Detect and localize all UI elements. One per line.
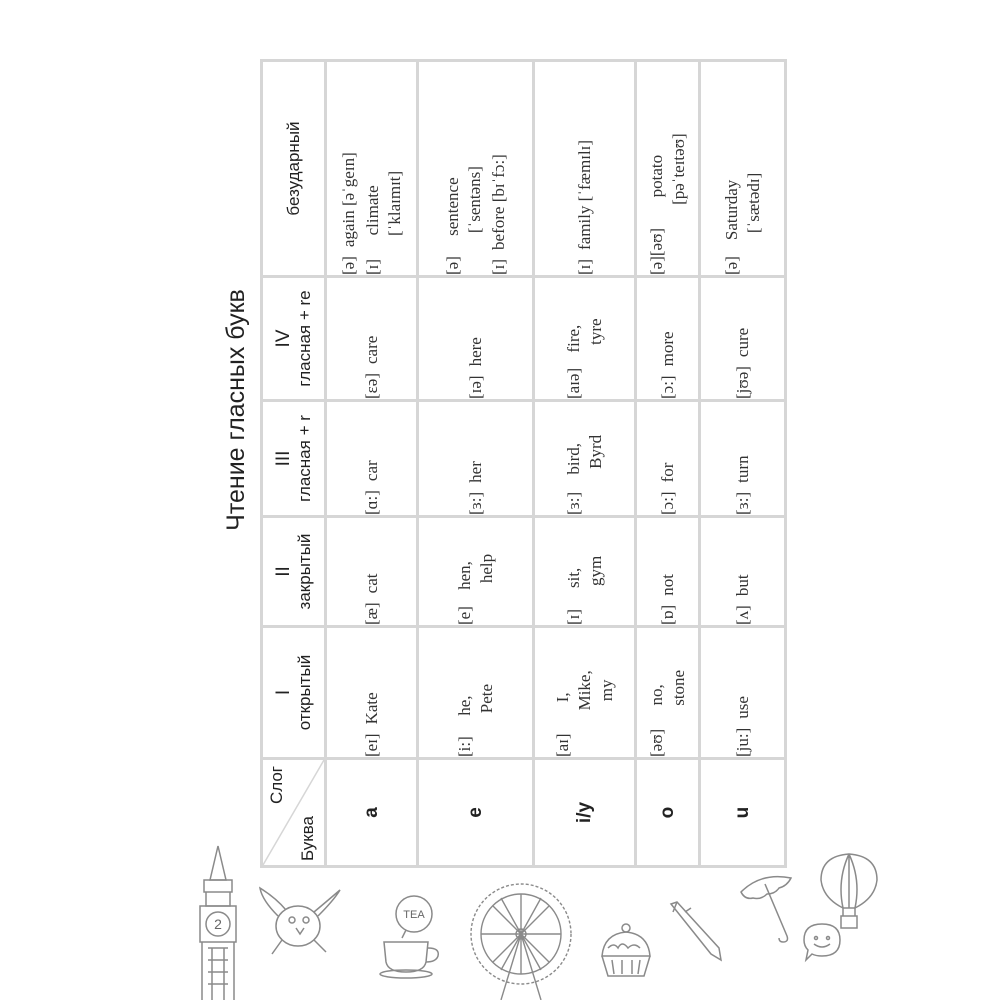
col-header-closed — [262, 517, 326, 627]
cupcake-icon — [594, 918, 658, 982]
ipa-symbol: [i:] — [454, 736, 474, 757]
sound-line — [657, 402, 679, 515]
example-word: before [bɪˈfɔ:] — [488, 154, 508, 250]
example-word: for — [657, 462, 677, 483]
example-word: care — [361, 335, 381, 364]
ipa-symbol: [ə] — [442, 256, 462, 275]
sound-line — [646, 62, 690, 275]
ipa-symbol: [ɔ:] — [657, 491, 677, 515]
table-cell — [534, 627, 636, 759]
ipa-symbol: [ɪ] — [563, 608, 583, 625]
table-cell — [700, 277, 786, 401]
sound-line — [732, 518, 754, 625]
col-header-unstressed — [262, 61, 326, 277]
example-word: bird, — [563, 443, 583, 475]
table-cell — [636, 627, 700, 759]
sound-line — [732, 628, 754, 757]
bird-icon — [252, 880, 348, 960]
example-word: not — [657, 574, 677, 596]
col-header-open — [262, 627, 326, 759]
example-word: cat — [361, 573, 381, 594]
clock-face-label: 2 — [214, 916, 222, 932]
ipa-symbol: [əʊ] — [646, 728, 666, 757]
col-header-num: I — [272, 689, 294, 696]
col-header-label: гласная + re — [294, 290, 314, 387]
ipa-symbol: [aɪə] — [563, 367, 583, 399]
example-word: her — [465, 461, 485, 483]
sound-line — [574, 62, 596, 275]
example-word: fire, — [563, 324, 583, 353]
ipa-symbol: [ʌ] — [732, 605, 752, 625]
col-header-num: III — [272, 450, 294, 467]
col-header-label: закрытый — [294, 533, 314, 610]
table-cell — [534, 401, 636, 517]
ipa-symbol: [ɜ:] — [732, 491, 752, 515]
table-cell — [534, 277, 636, 401]
ipa-symbol: [ə] — [721, 256, 741, 275]
col-header-vowel-re — [262, 277, 326, 401]
example-word: [ˈsentəns] — [464, 166, 484, 234]
sound-line — [361, 518, 383, 625]
example-word: again [əˈgeɪn] — [338, 152, 358, 248]
ipa-symbol: [ɪ] — [574, 258, 594, 275]
example-word: more — [657, 331, 677, 367]
pen-icon — [665, 898, 725, 964]
col-header-label: открытый — [294, 654, 314, 731]
table-cell — [326, 517, 418, 627]
ipa-symbol: [ɜ:] — [465, 491, 485, 515]
table-cell — [534, 61, 636, 277]
table-cell — [636, 61, 700, 277]
sound-line — [563, 402, 607, 515]
col-header-num: II — [272, 566, 294, 577]
sound-line — [732, 278, 754, 399]
table-cell — [326, 627, 418, 759]
col-header-label: безударный — [284, 121, 303, 216]
table-row — [418, 61, 534, 867]
table-cell — [700, 61, 786, 277]
table-cell — [700, 517, 786, 627]
ipa-symbol: [aɪ] — [552, 733, 572, 757]
row-letter: u — [700, 759, 786, 867]
vowel-reading-table — [260, 59, 787, 868]
sound-line — [465, 278, 487, 399]
sound-line — [442, 62, 486, 275]
table-row — [534, 61, 636, 867]
example-word: Pete — [476, 683, 496, 714]
example-word: no, — [646, 684, 666, 706]
sound-line — [454, 628, 498, 757]
example-word: hen, — [454, 561, 474, 590]
table-row — [326, 61, 418, 867]
ipa-symbol: [ɪə] — [465, 375, 485, 399]
example-word: use — [732, 696, 752, 719]
sound-line — [646, 628, 690, 757]
sound-line — [721, 62, 765, 275]
table-row — [636, 61, 700, 867]
table-cell — [636, 401, 700, 517]
sound-line — [563, 278, 607, 399]
table-cell — [418, 61, 534, 277]
table-corner — [262, 759, 326, 867]
sound-line — [361, 402, 383, 515]
example-word: tyre — [585, 318, 605, 345]
example-word: cure — [732, 327, 752, 358]
corner-syllable-label: Слог — [267, 766, 286, 805]
ipa-symbol: [ɒ] — [657, 604, 677, 625]
row-letter: o — [636, 759, 700, 867]
table-cell — [418, 517, 534, 627]
table-cell — [700, 401, 786, 517]
sound-line — [552, 628, 618, 757]
ipa-symbol: [eɪ] — [361, 733, 381, 757]
table-row — [700, 61, 786, 867]
sound-line — [657, 278, 679, 399]
table-cell — [636, 277, 700, 401]
example-word: stone — [668, 669, 688, 706]
ipa-symbol: [ə] — [338, 256, 358, 275]
sound-line — [563, 518, 607, 625]
ipa-symbol: [æ] — [361, 602, 381, 625]
example-word: turn — [732, 455, 752, 483]
example-word: help — [476, 553, 496, 584]
table-cell — [326, 401, 418, 517]
sound-line — [362, 62, 406, 275]
example-word: [ˈsætədɪ] — [743, 172, 763, 234]
sound-line — [732, 402, 754, 515]
example-word: climate — [362, 185, 382, 236]
example-word: Kate — [361, 692, 381, 725]
example-word: Saturday — [721, 179, 741, 241]
table-cell — [534, 517, 636, 627]
example-word: [ˈklaɪmɪt] — [384, 170, 404, 236]
example-word: potato — [646, 154, 666, 198]
ipa-symbol: [e] — [454, 606, 474, 625]
corner-letter-label: Буква — [298, 815, 317, 861]
example-word: my — [596, 679, 616, 702]
example-word: he, — [454, 695, 474, 716]
ipa-symbol: [ə][əʊ] — [646, 227, 666, 275]
example-word: I, — [552, 692, 572, 703]
umbrella-icon — [735, 872, 807, 950]
col-header-vowel-r — [262, 401, 326, 517]
table-cell — [418, 627, 534, 759]
table-cell — [636, 517, 700, 627]
sound-line — [361, 278, 383, 399]
ipa-symbol: [ɛə] — [361, 372, 381, 399]
teacup-icon — [378, 890, 448, 980]
example-word: car — [361, 460, 381, 482]
ipa-symbol: [jʊə] — [732, 366, 752, 399]
table-cell — [326, 61, 418, 277]
hot-air-balloon-icon — [815, 850, 883, 932]
row-letter: e — [418, 759, 534, 867]
ipa-symbol: [ɑ:] — [361, 490, 381, 515]
example-word: family [ˈfæmɪlɪ] — [574, 139, 594, 250]
example-word: sit, — [563, 567, 583, 588]
sound-line — [338, 62, 360, 275]
example-word: sentence — [442, 177, 462, 236]
sound-line — [454, 518, 498, 625]
ipa-symbol: [ɜ:] — [563, 491, 583, 515]
sound-line — [465, 402, 487, 515]
ipa-symbol: [ɔ:] — [657, 375, 677, 399]
ferris-wheel-icon — [465, 876, 577, 1000]
sound-line — [657, 518, 679, 625]
example-word: [pəˈteɪtəʊ] — [668, 133, 688, 205]
table-cell — [418, 277, 534, 401]
example-word: gym — [585, 555, 605, 586]
ipa-symbol: [ɪ] — [362, 258, 382, 275]
example-word: here — [465, 337, 485, 367]
example-word: but — [732, 574, 752, 597]
example-word: Mike, — [574, 670, 594, 711]
ipa-symbol: [ju:] — [732, 727, 752, 757]
table-cell — [326, 277, 418, 401]
sound-line — [488, 62, 510, 275]
col-header-label: гласная + r — [294, 415, 314, 502]
ipa-symbol: [ɪ] — [488, 258, 508, 275]
table-cell — [418, 401, 534, 517]
row-letter: i/y — [534, 759, 636, 867]
big-ben-icon — [190, 842, 246, 1000]
row-letter: a — [326, 759, 418, 867]
table-cell — [700, 627, 786, 759]
teacup-label: TEA — [403, 909, 425, 921]
page-title: Чтение гласных букв — [222, 289, 250, 531]
col-header-num: IV — [272, 329, 294, 348]
sound-line — [361, 628, 383, 757]
example-word: Byrd — [585, 434, 605, 469]
